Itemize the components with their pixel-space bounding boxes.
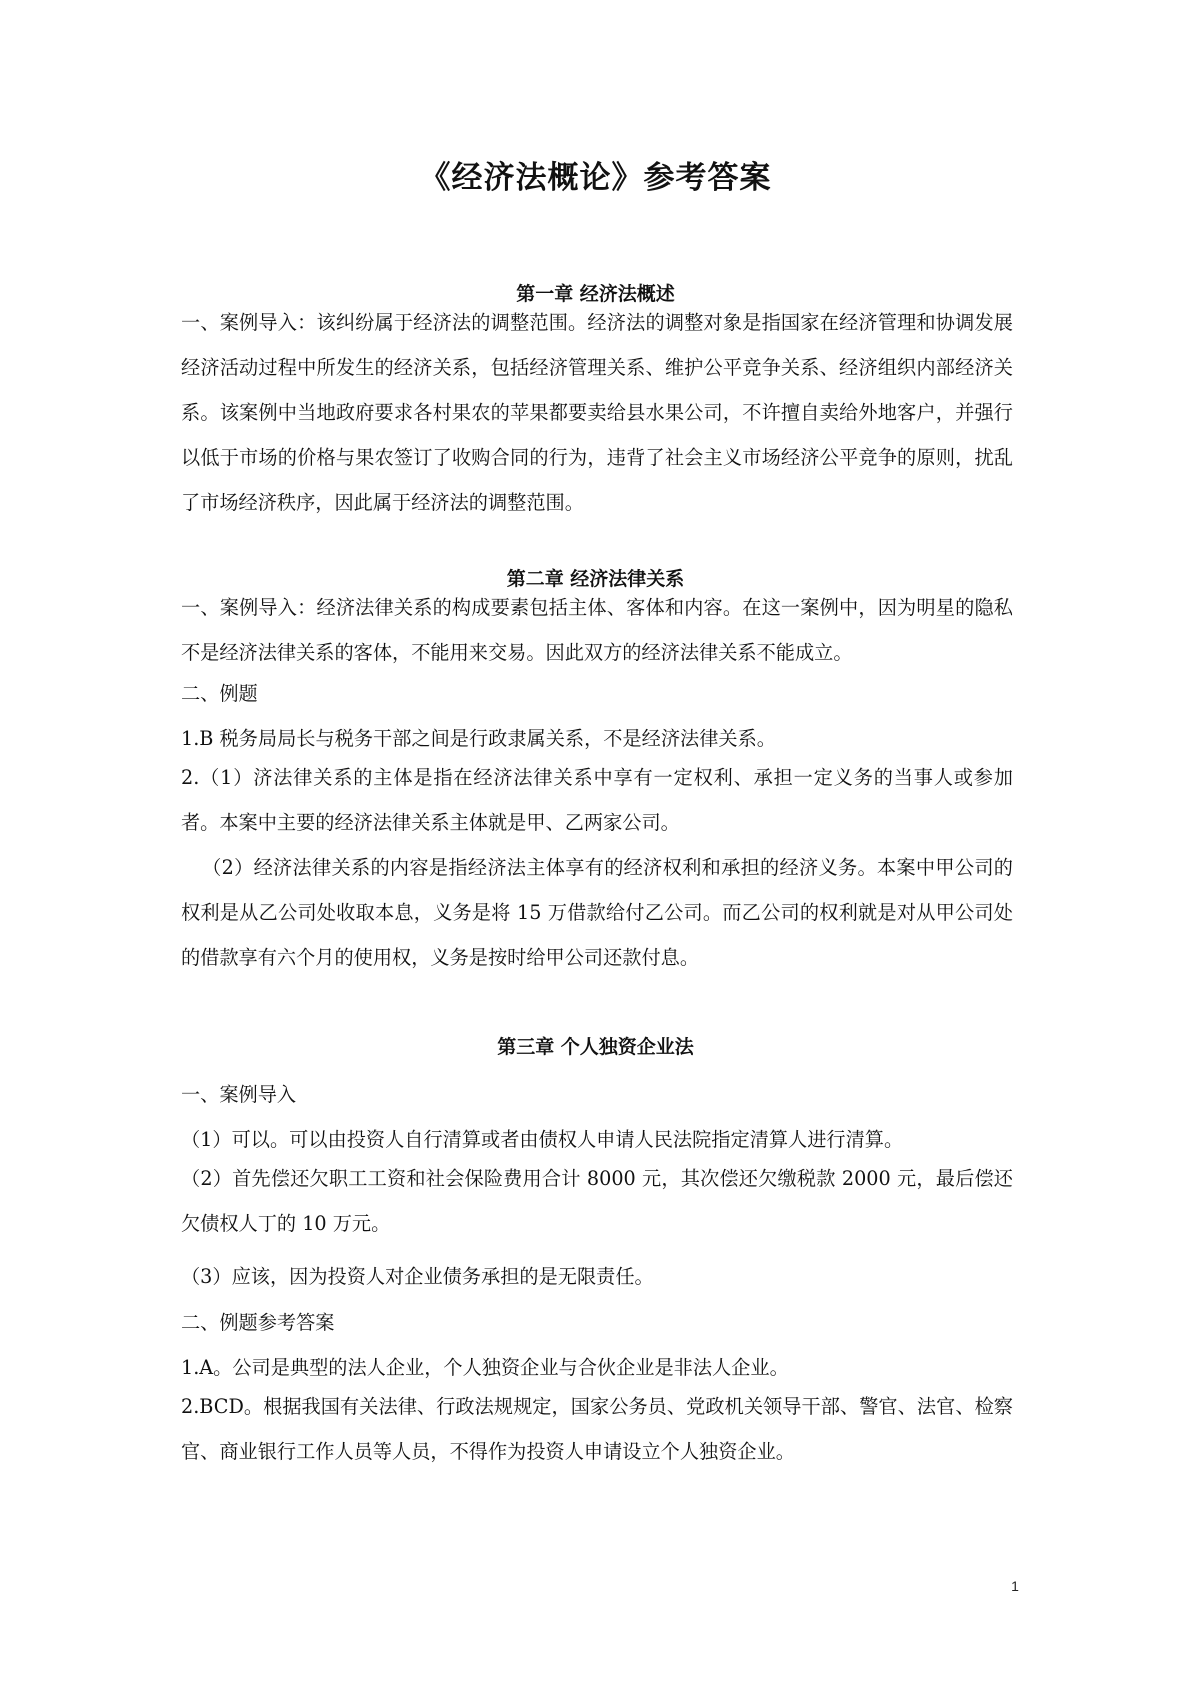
document-title: 《经济法概论》参考答案 xyxy=(419,160,772,196)
chapter-1-heading: 第一章 经济法概述 xyxy=(516,283,675,305)
chapter-2-examples-heading: 二、例题 xyxy=(181,682,258,705)
chapter-2-heading: 第二章 经济法律关系 xyxy=(506,568,685,590)
chapter-3-case-answer-1: （1）可以。可以由投资人自行清算或者由债权人申请人民法院指定清算人进行清算。 xyxy=(181,1128,904,1151)
chapter-3-case-answer-2: （2）首先偿还欠职工工资和社会保险费用合计 8000 元，其次偿还欠缴税款 2000 元，最后偿还欠债权人丁的 10 万元。 xyxy=(181,1167,1013,1235)
page-number: 1 xyxy=(1011,1578,1019,1594)
chapter-1-case-intro: 一、案例导入：该纠纷属于经济法的调整范围。经济法的调整对象是指国家在经济管理和协调发展经济活动过程中所发生的经济关系，包括经济管理关系、维护公平竞争关系、经济组织内部经济关系。该案例中当地政府要求各村果农的苹果都要卖给县水果公司，不许擅自卖给外地客户，并强行以低于市场的价格与果农签订了收购合同的行为，违背了社会主义市场经济公平竞争的原则，扰乱了市场经济秩序，因此属于经济法的调整范围。 xyxy=(181,311,1013,514)
chapter-3-case-heading: 一、案例导入 xyxy=(181,1083,297,1106)
chapter-3-example-1: 1.A。公司是典型的法人企业，个人独资企业与合伙企业是非法人企业。 xyxy=(181,1356,789,1379)
chapter-3-examples-heading: 二、例题参考答案 xyxy=(181,1311,335,1334)
chapter-3-case-answer-3: （3）应该，因为投资人对企业债务承担的是无限责任。 xyxy=(181,1265,654,1288)
chapter-2-case-intro: 一、案例导入：经济法律关系的构成要素包括主体、客体和内容。在这一案例中，因为明星的隐私不是经济法律关系的客体，不能用来交易。因此双方的经济法律关系不能成立。 xyxy=(181,596,1013,664)
chapter-2-example-2-part-1: 2.（1）济法律关系的主体是指在经济法律关系中享有一定权利、承担一定义务的当事人或参加者。本案中主要的经济法律关系主体就是甲、乙两家公司。 xyxy=(181,766,1013,834)
chapter-2-example-1: 1.B 税务局局长与税务干部之间是行政隶属关系，不是经济法律关系。 xyxy=(181,727,776,750)
chapter-3-heading: 第三章 个人独资企业法 xyxy=(497,1036,694,1058)
chapter-2-example-2-part-2: （2）经济法律关系的内容是指经济法主体享有的经济权利和承担的经济义务。本案中甲公司的权利是从乙公司处收取本息，义务是将 15 万借款给付乙公司。而乙公司的权利就是对从甲公司处的借款享有六个月的使用权，义务是按时给甲公司还款付息。 xyxy=(181,856,1013,969)
chapter-3-example-2: 2.BCD。根据我国有关法律、行政法规规定，国家公务员、党政机关领导干部、警官、法官、检察官、商业银行工作人员等人员，不得作为投资人申请设立个人独资企业。 xyxy=(181,1395,1013,1463)
